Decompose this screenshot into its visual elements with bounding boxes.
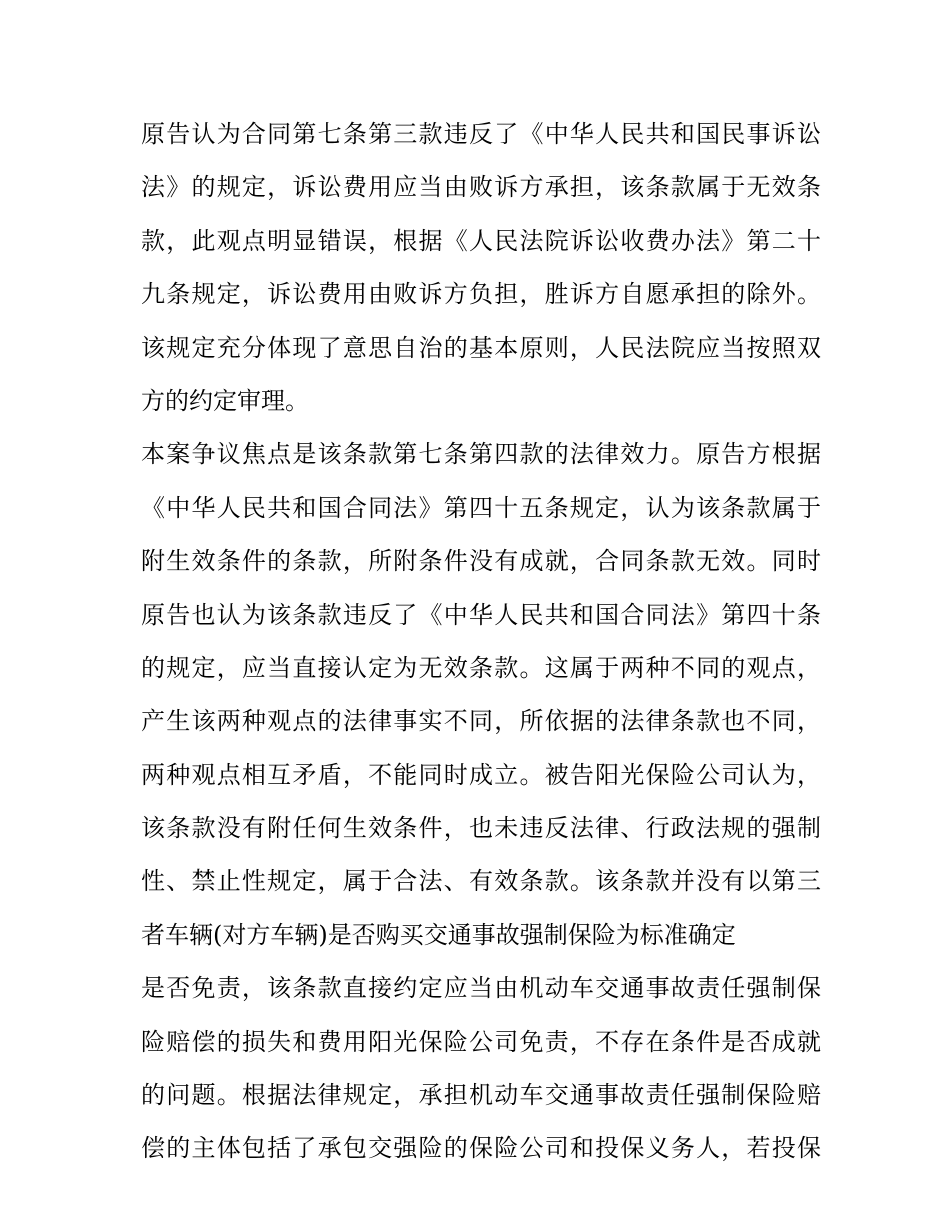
text-line: 是否免责，该条款直接约定应当由机动车交通事故责任强制保 [141,974,821,1003]
text-line: 方的约定审理。 [141,386,309,415]
text-line: 该条款没有附任何生效条件，也未违反法律、行政法规的强制 [141,814,821,843]
text-line: 原告也认为该条款违反了《中华人民共和国合同法》第四十条 [141,600,821,629]
text-line: 的问题。根据法律规定，承担机动车交通事故责任强制保险赔 [141,1081,821,1110]
text-line: 两种观点相互矛盾，不能同时成立。被告阳光保险公司认为， [141,760,821,789]
text-line: 的规定，应当直接认定为无效条款。这属于两种不同的观点， [141,653,821,682]
text-line: 该规定充分体现了意思自治的基本原则，人民法院应当按照双 [141,333,821,362]
text-line: 性、禁止性规定，属于合法、有效条款。该条款并没有以第三 [141,867,821,896]
text-line: 偿的主体包括了承包交强险的保险公司和投保义务人，若投保 [141,1134,821,1163]
text-line: 者车辆(对方车辆)是否购买交通事故强制保险为标准确定 [141,920,736,949]
text-line: 款，此观点明显错误，根据《人民法院诉讼收费办法》第二十 [141,226,821,255]
text-line: 法》的规定，诉讼费用应当由败诉方承担，该条款属于无效条 [141,173,821,202]
text-line: 险赔偿的损失和费用阳光保险公司免责，不存在条件是否成就 [141,1027,821,1056]
document-body [141,108,821,1176]
text-line: 原告认为合同第七条第三款违反了《中华人民共和国民事诉讼 [141,120,821,148]
text-line: 本案争议焦点是该条款第七条第四款的法律效力。原告方根据 [141,440,821,469]
text-line: 九条规定，诉讼费用由败诉方负担，胜诉方自愿承担的除外。 [141,280,821,309]
text-line: 《中华人民共和国合同法》第四十五条规定，认为该条款属于 [141,493,821,522]
text-line: 附生效条件的条款，所附条件没有成就，合同条款无效。同时 [141,547,821,576]
text-line: 产生该两种观点的法律事实不同，所依据的法律条款也不同， [141,707,821,736]
